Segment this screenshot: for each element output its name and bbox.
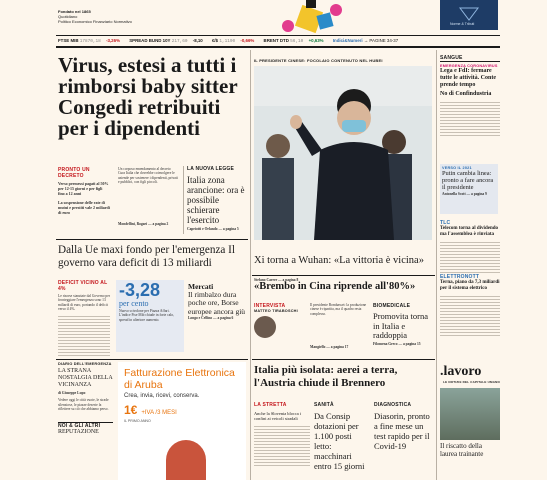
tlc-block[interactable] <box>440 220 500 338</box>
ticker-item: €/$ 1,1190 -0,66% <box>211 38 255 44</box>
diario-footer: NOI & GLI ALTRI <box>58 422 113 429</box>
diario-footer-2: REPUTAZIONE <box>58 428 99 435</box>
tlc-filler <box>440 240 500 274</box>
ticker-item: FTSE MIB 17870,18 -3,26% <box>58 38 120 44</box>
italia-rule <box>252 359 435 360</box>
mercati-article[interactable] <box>188 283 248 321</box>
top-ad-label: Norme & Tributi <box>450 22 475 26</box>
biomedicale-block[interactable] <box>373 303 435 346</box>
aruba-price-sub: IL PRIMO ANNO <box>124 419 151 423</box>
putin-byline: Antonella Scott — a pagina 9 <box>442 192 487 196</box>
caption-byline: Stefano Carrer — a pagina 8 <box>254 278 299 282</box>
mercati-title: Mercati <box>188 282 214 291</box>
xi-photo-icon <box>254 66 432 240</box>
sidebar-no-confindustria: No di Confindustria <box>440 91 492 97</box>
mercati-unit: per cento <box>119 299 149 308</box>
photo-kicker: IL PRESIDENTE CINESE: FOCOLAIO CONTENUTO NEL HUBEI <box>254 58 383 63</box>
mercati-text: Nuovo scivolone per Piazza Affari. L'indice Ftse Mib chiude in forte calo, spread in ulteriore aumento. <box>119 309 175 322</box>
biomedicale-title: Promovita torna in Italia e raddoppia <box>373 311 429 340</box>
lavoro-image <box>440 388 500 440</box>
sanita-title: Da Consip dotazioni per 1.100 posti letto: macchinari entro 15 giorni <box>314 411 365 471</box>
biomedicale-byline: Filomena Greco — a pagina 15 <box>373 341 421 346</box>
sospensione-text: La sospensione delle rate di mutui e prestiti vale 2 miliardi di euro <box>58 200 110 215</box>
intervista-kicker: INTERVISTA <box>254 303 286 309</box>
masthead-logo <box>278 0 348 36</box>
diario-author: di Giuseppe Lupo <box>58 391 86 395</box>
nuova-legge-block[interactable] <box>187 166 247 231</box>
top-right-ad[interactable] <box>440 0 498 30</box>
subtitle-2: Politico Economico Finanziario Normativo <box>58 19 132 24</box>
ue-text: Le risorse stanziate dal Governo per fronteggiare l'emergenza sono 13 miliardi di euro, portando il deficit verso il 4%. <box>58 294 110 312</box>
ep-kicker: ELETTRONOTT <box>440 274 480 280</box>
tlc-title: Telecom torna al dividendo ma l'assemblea è rinviata <box>440 226 499 237</box>
founded-text: Fondato nel 1865 <box>58 9 91 14</box>
market-ticker <box>58 38 502 44</box>
pronto-kicker: PRONTO UN DECRETO <box>58 167 90 179</box>
aruba-title: Fatturazione Elettronica di Aruba <box>124 367 235 391</box>
tlc-kicker: TLC <box>440 220 451 226</box>
stretta-kicker: LA STRETTA <box>254 402 287 408</box>
ticker-item: SPREAD BUND 10Y 217,60 -8,10 <box>129 38 203 44</box>
nuova-kicker: LA NUOVA LEGGE <box>187 166 235 172</box>
ticker-top-rule <box>56 35 500 36</box>
biomedicale-kicker: BIOMEDICALE <box>373 303 411 309</box>
ue-kicker: DEFICIT VICINO AL 4% <box>58 280 108 292</box>
lavoro-title: .lavoro <box>440 364 482 379</box>
brembo-text: Il presidente Bombassei: la produzione cinese è ripartita, ma il quadro resta complesso. <box>310 303 367 316</box>
mercati-byline: Longo e Cellino — a pagina 6 <box>188 316 234 321</box>
aruba-price-note: +IVA /3 MESI <box>141 410 177 416</box>
sanita-kicker: SANITÀ <box>314 402 334 408</box>
putin-title: Putin cambia linea: pronto a fare ancora il presidente <box>442 170 494 191</box>
brembo-byline: Mangiello — a pagina 17 <box>310 345 349 349</box>
sidebar-sub-kicker: EMERGENZA CORONAVIRUS <box>440 64 498 68</box>
diagnostica-kicker: DIAGNOSTICA <box>374 402 412 408</box>
diario-rule <box>56 359 248 360</box>
sidebar <box>440 55 500 136</box>
putin-box[interactable] <box>440 164 498 214</box>
ticker-item: BRENT DTD 56,10 +0,63% <box>263 38 324 44</box>
subtitle-1: Quotidiano <box>58 14 78 19</box>
sidebar-filler-text <box>440 100 500 136</box>
ep-title: Terna, piano da 7,3 miliardi per il sistema elettrico <box>440 280 500 291</box>
caption-title: Xi torna a Wuhan: «La vittoria è vicina» <box>254 255 424 266</box>
masthead-info <box>58 9 132 24</box>
aruba-ad[interactable] <box>118 362 246 480</box>
lead-byline: Mondellini, Rogari — a pagina 2 <box>118 222 169 226</box>
lavoro-sub: LE NOTIZIE DEL CAPITALE UMANO <box>443 380 500 384</box>
ep-filler <box>440 294 500 338</box>
lead-divider <box>183 166 184 234</box>
italia-headline[interactable]: Italia più isolata: aerei a terra, l'Austria chiude il Brennero <box>254 364 398 389</box>
col-divider-left <box>250 50 251 480</box>
ue-filler <box>58 314 110 356</box>
putin-kicker: VERSO IL 2021 <box>442 166 472 170</box>
lead-headline[interactable]: Virus, estesi a tutti i rimborsi baby sitter Congedi retribuiti per i dipendenti <box>58 53 238 140</box>
col-divider-right <box>436 50 437 480</box>
brembo-headline[interactable]: «Brembo in Cina riprende all'80%» <box>254 281 416 292</box>
stretta-title: Anche la Slovenia blocca i confini ai veicoli stradali <box>254 411 302 422</box>
indici-link[interactable]: Indici&Numeri → PAGINE 34-37 <box>332 38 399 43</box>
lavoro-text: Il riscatto della laurea trainante <box>440 442 484 458</box>
brembo-rule <box>252 275 435 276</box>
pronto-text: Verso permessi pagati al 50% per 12-15 giorni e per figli fino a 12 anni <box>58 181 109 196</box>
stretta-filler <box>254 424 310 468</box>
ue-rule <box>56 239 248 240</box>
ue-column <box>58 280 110 356</box>
ticker-bottom-rule <box>56 46 500 48</box>
aruba-woman-image <box>166 440 206 480</box>
photo-image[interactable] <box>254 66 432 240</box>
lead-column-text: Un corposo emendamento al decreto Cura Italia che dovrebbe coinvolgere le aziende per sostenere i dipendenti, privati e pubblici, con figli piccoli. <box>118 167 178 185</box>
aruba-price: 1€ <box>124 403 138 417</box>
intervista-name: MATTEO TIRABOSCHI <box>254 309 298 313</box>
lavoro-block[interactable] <box>440 364 500 458</box>
mercati-value: -3,28 <box>119 280 161 300</box>
logo-graphic-icon <box>278 0 348 36</box>
diario-block[interactable] <box>58 362 113 435</box>
nuova-title: Italia zona arancione: ora è possibile schierare l'esercito <box>187 175 245 225</box>
sidebar-kicker: SANGUE <box>440 55 500 62</box>
diario-kicker: DIARIO DELL'EMERGENZA <box>58 362 112 366</box>
ue-headline[interactable]: Dalla Ue maxi fondo per l'emergenza Il governo vara deficit di 13 miliardi <box>58 244 236 269</box>
intervista-avatar <box>254 316 276 338</box>
diagnostica-title: Diasorin, pronto a fine mese un test rapido per il Covid-19 <box>374 411 430 451</box>
mercati-sub: Il rimbalzo dura poche ore, Borse europee ancora giù <box>188 289 246 316</box>
pronto-block <box>58 167 110 215</box>
nuova-byline: Capriotti e Orlando — a pagina 5 <box>187 227 239 231</box>
diagnostica-block[interactable] <box>374 402 434 451</box>
stretta-block[interactable] <box>254 402 310 468</box>
sidebar-headline[interactable]: Lega e FdI: fermare tutte le attività. Conte prende tempo <box>440 68 496 88</box>
sanita-block[interactable] <box>314 402 370 471</box>
intervista-block <box>254 303 306 338</box>
diario-title: LA STRANA NOSTALGIA DELLA VICINANZA <box>58 368 113 388</box>
aruba-tagline: Crea, invia, ricevi, conserva. <box>124 393 200 399</box>
mercati-box[interactable] <box>116 280 184 352</box>
diario-text: Vedere oggi le città vuote, le strade silenziose, le piazze deserte fa riflettere su ciò che abbiamo perso. <box>58 398 109 412</box>
